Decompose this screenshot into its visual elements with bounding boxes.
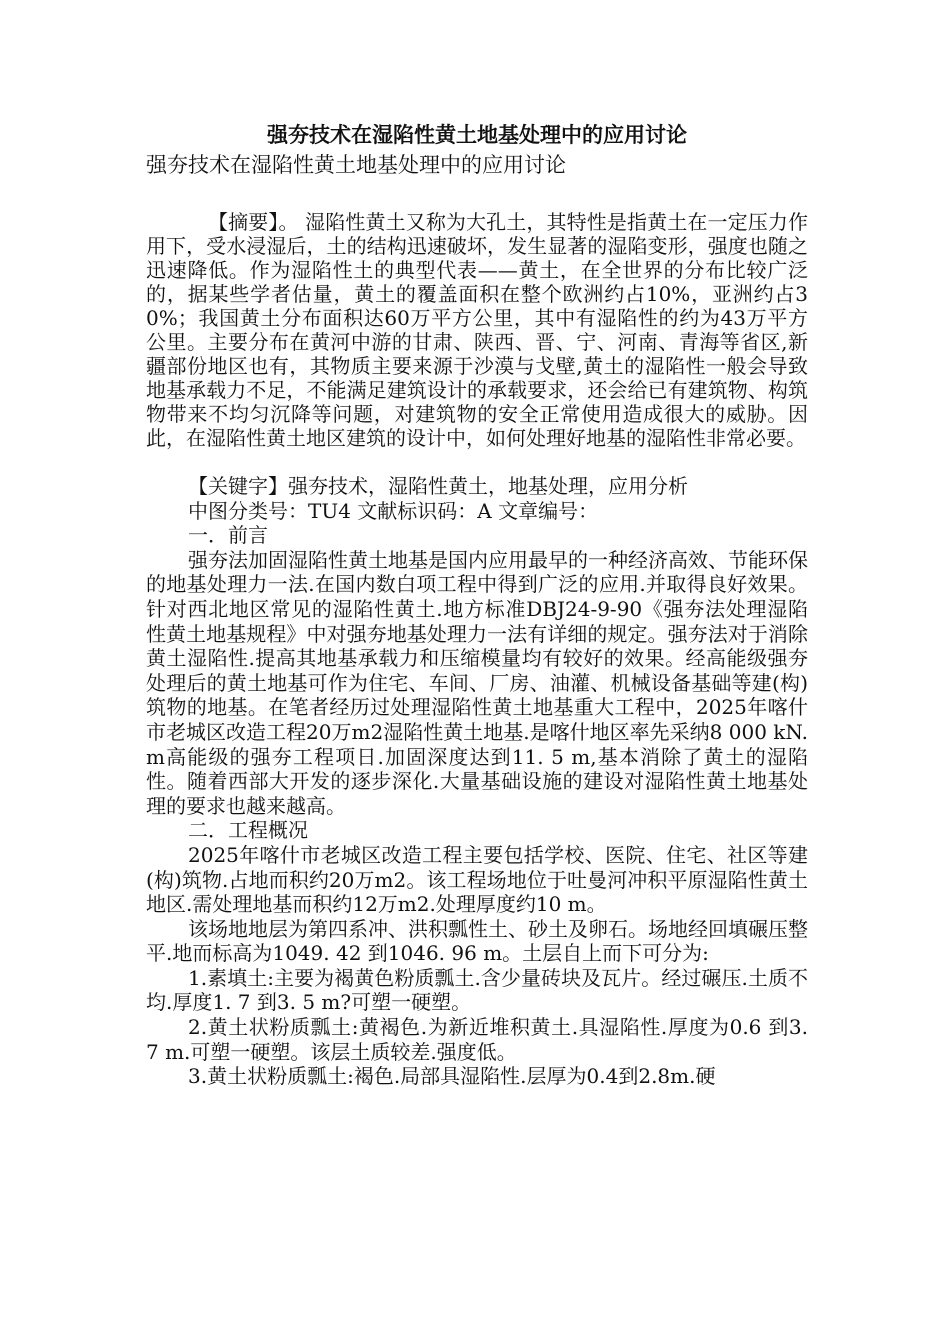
section-heading-project-overview: 二．工程概况 — [188, 818, 308, 843]
document-title: 强夯技术在湿陷性黄土地基处理中的应用讨论 — [267, 122, 687, 147]
project-overview-paragraph-2: 该场地地层为第四系冲、洪积瓢性土、砂土及卵石。场地经回填碾压整平.地而标高为1049. 42 到1046. 96 m。土层自上而下可分为: — [146, 916, 808, 966]
abstract-paragraph: 【摘要】。 湿陷性黄土又称为大孔土，其特性是指黄土在一定压力作用下，受水浸湿后，土的结构迅速破坏，发生显著的湿陷变形，强度也随之迅速降低。作为湿陷性土的典型代表——黄土，在全世界的分布比较广泛的，据某些学者估量，黄土的覆盖面积在整个欧洲约占10%，亚洲约占30%；我国黄土分布面积达60万平方公里，其中有湿陷性的约为43万平方公里。主要分布在黄河中游的甘肃、陕西、晋、宁、河南、青海等省区,新疆部份地区也有，其物质主要来源于沙漠与戈壁,黄土的湿陷性一般会导致地基承载力不足，不能满足建筑设计的承载要求，还会给已有建筑物、构筑物带来不均匀沉降等问题，对建筑物的安全正常使用造成很大的威胁。因此，在湿陷性黄土地区建筑的设计中，如何处理好地基的湿陷性非常必要。 — [146, 210, 808, 450]
soil-layer-item-3: 3.黄土状粉质瓢土:褐色.局部具湿陷性.层厚为0.4到2.8m.硬 — [188, 1064, 716, 1089]
introduction-paragraph: 强夯法加固湿陷性黄土地基是国内应用最早的一种经济高效、节能环保的地基处理力一法.在国内数白项工程中得到广泛的应用.并取得良好效果。针对西北地区常见的湿陷性黄土.地方标准DBJ24-9-90《强夯法处理湿陷性黄土地基规程》中对强夯地基处理力一法有详细的规定。强夯法对于消除黄土湿陷性.提高其地基承载力和压缩模量均有较好的效果。经高能级强夯处理后的黄土地基可作为住宅、车间、厂房、油灌、机械设备基础等建(构)筑物的地基。在笔者经历过处理湿陷性黄土地基重大工程中，2025年喀什市老城区改造工程20万m2湿陷性黄土地基.是喀什地区率先采纳8 000 kN.m高能级的强夯工程项日.加固深度达到11. 5 m,基本消除了黄土的湿陷性。随着西部大开发的逐步深化.大量基础设施的建设对湿陷性黄土地基处理的要求也越来越高。 — [146, 547, 808, 818]
document-page — [146, 120, 808, 1089]
soil-layer-item-2: 2.黄土状粉质瓢土:黄褐色.为新近堆积黄土.具湿陷性.厚度为0.6 到3. 7 m.可塑一硬塑。该层土质较差.强度低。 — [146, 1015, 808, 1064]
project-overview-paragraph-1: 2025年喀什市老城区改造工程主要包括学校、医院、住宅、社区等建(构)筑物.占地而积约20万m2。该工程场地位于吐曼河冲积平原湿陷性黄土地区.需处理地基而积约12万m2.处理厚度约10 m。 — [146, 842, 808, 917]
keywords-line: 【关键字】强夯技术，湿陷性黄土，地基处理，应用分析 — [188, 474, 688, 498]
soil-layer-item-1: 1.素填土:主要为褐黄色粉质瓢土.含少量砖块及瓦片。经过碾压.土质不均.厚度1. 7 到3. 5 m?可塑一硬塑。 — [146, 965, 808, 1015]
section-heading-introduction: 一．前言 — [188, 523, 268, 548]
classification-line: 中图分类号：TU4 文献标识码：A 文章编号： — [188, 498, 599, 523]
document-subtitle: 强夯技术在湿陷性黄土地基处理中的应用讨论 — [146, 153, 566, 177]
